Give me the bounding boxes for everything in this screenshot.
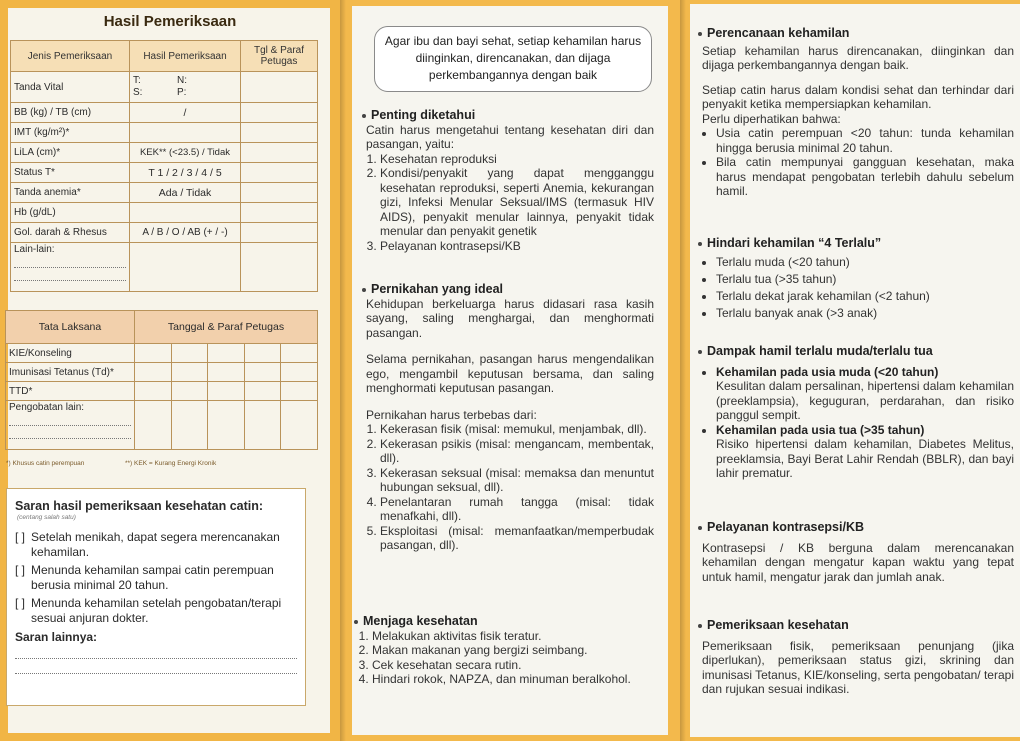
section-list xyxy=(698,254,1014,322)
date-cell[interactable] xyxy=(171,344,208,363)
vital-n: N: xyxy=(177,75,187,86)
row-label: KIE/Konseling xyxy=(6,344,135,363)
heading-text: Dampak hamil terlalu muda/terlalu tua xyxy=(707,344,933,358)
row-label: Status T* xyxy=(11,163,130,183)
heading-text: Hindari kehamilan “4 Terlalu” xyxy=(707,236,882,250)
paraf-cell[interactable] xyxy=(241,183,318,203)
heading-text: Pemeriksaan kesehatan xyxy=(707,618,849,632)
paragraph: Pernikahan harus terbebas dari: xyxy=(366,407,537,422)
date-cell[interactable] xyxy=(208,401,245,450)
list-item: 2. Makan makanan yang bergizi seimbang. xyxy=(372,643,654,658)
section-heading xyxy=(362,282,654,297)
list-item: 2. Kondisi/penyakit yang dapat mengganggu kesehatan reproduksi, seperti Anemia, kekurangan gizi, Infeksi Menular Seksual/IMS (termasuk HIV AIDS), penyakit menular lainnya, penyakit tidak menular dan penyakit genetik xyxy=(380,166,654,239)
saran-box xyxy=(6,488,306,706)
footnote: *) Khusus catin perempuan xyxy=(6,460,85,467)
table-row xyxy=(6,344,318,363)
section-intro: Catin harus mengetahui tentang kesehatan diri dan pasangan, yaitu: xyxy=(366,122,654,151)
table-row xyxy=(6,382,318,401)
tanda-vital-cell[interactable] xyxy=(130,72,241,103)
write-line[interactable] xyxy=(15,644,297,659)
section-4-terlalu xyxy=(698,236,1014,322)
table-header: Tata Laksana xyxy=(6,311,135,344)
option-label: Menunda kehamilan sampai catin perempuan berusia minimal 20 tahun. xyxy=(31,563,274,592)
paraf-cell[interactable] xyxy=(241,143,318,163)
date-cell[interactable] xyxy=(208,344,245,363)
bullet-icon xyxy=(698,32,702,36)
panel-hasil-pemeriksaan xyxy=(0,0,340,741)
date-cell[interactable] xyxy=(208,382,245,401)
paraf-cell[interactable] xyxy=(241,223,318,243)
table-row xyxy=(11,123,318,143)
list-item: • Terlalu muda (<20 tahun) xyxy=(716,254,1014,271)
heading-text: Penting diketahui xyxy=(371,108,476,122)
row-value[interactable]: / xyxy=(130,103,241,123)
section-perencanaan xyxy=(698,26,1014,199)
subheading: • Kehamilan pada usia muda (<20 tahun) xyxy=(716,364,939,379)
table-row xyxy=(6,401,318,450)
row-label: Pengobatan lain: xyxy=(9,402,85,413)
row-label: BB (kg) / TB (cm) xyxy=(11,103,130,123)
paragraph: Selama pernikahan, pasangan harus mengendalikan ego, mengambil keputusan bersama, dan saling menghormati keputusan pasangan. xyxy=(366,352,654,395)
table-row xyxy=(11,103,318,123)
section-heading xyxy=(698,26,1014,41)
paraf-cell[interactable] xyxy=(241,163,318,183)
row-value[interactable]: T 1 / 2 / 3 / 4 / 5 xyxy=(130,163,241,183)
date-cell[interactable] xyxy=(244,382,281,401)
table-header: Tgl & Paraf Petugas xyxy=(241,41,318,72)
vital-s: S: xyxy=(133,87,143,98)
row-value[interactable]: Ada / Tidak xyxy=(130,183,241,203)
row-label-lain xyxy=(11,243,130,292)
section-dampak xyxy=(698,344,1014,481)
paragraph: Kesulitan dalam persalinan, hipertensi dalam kehamilan (preeklampsia), keguguran, perdarahan, dan risiko panggul sempit. xyxy=(716,379,1014,422)
section-list xyxy=(362,152,654,254)
list-item: 4. Hindari rokok, NAPZA, dan minuman beralkohol. xyxy=(372,672,654,687)
saran-lainnya-label: Saran lainnya: xyxy=(15,630,98,644)
saran-title: Saran hasil pemeriksaan kesehatan catin: xyxy=(15,499,264,513)
row-label: Gol. darah & Rhesus xyxy=(11,223,130,243)
list-item: 1. Melakukan aktivitas fisik teratur. xyxy=(372,629,654,644)
paragraph: Pemeriksaan fisik, pemeriksaan penunjang (jika diperlukan), pemeriksaan status gizi, skrining dan imunisasi Tetanus, KIE/konseling, serta pengobatan/ terapi dan rujukan sesuai indikasi. xyxy=(702,638,1014,696)
list-item: • Usia catin perempuan <20 tahun: tunda kehamilan hingga berusia minimal 20 tahun. xyxy=(716,126,1014,155)
section-kontrasepsi xyxy=(698,520,1014,584)
list-item: 3. Kekerasan seksual (misal: memaksa dan menuntut hubungan seksual, dll). xyxy=(380,466,654,495)
callout-bubble: Agar ibu dan bayi sehat, setiap kehamilan harus diinginkan, direncanakan, dan dijaga perkembangannya dengan baik xyxy=(374,26,652,92)
section-penting xyxy=(362,108,654,253)
row-label-pengobatan xyxy=(6,401,135,450)
section-menjaga xyxy=(354,614,654,687)
row-label: TTD* xyxy=(6,382,135,401)
table-row xyxy=(11,203,318,223)
paraf-cell[interactable] xyxy=(241,103,318,123)
row-label: Tanda Vital xyxy=(11,72,130,103)
row-value[interactable]: KEK** (<23.5) / Tidak xyxy=(130,143,241,163)
date-cell[interactable] xyxy=(171,363,208,382)
date-cell[interactable] xyxy=(244,363,281,382)
tata-laksana-table xyxy=(5,310,318,450)
bullet-icon xyxy=(698,624,702,628)
date-cell[interactable] xyxy=(208,363,245,382)
bullet-icon xyxy=(354,620,358,624)
section-heading xyxy=(698,236,1014,251)
section-pemeriksaan xyxy=(698,618,1014,697)
list-item: 5. Eksploitasi (misal: memanfaatkan/memperbudak pasangan, dll). xyxy=(380,524,654,553)
date-cell[interactable] xyxy=(244,344,281,363)
paraf-cell[interactable] xyxy=(241,123,318,143)
row-label: Tanda anemia* xyxy=(11,183,130,203)
row-value[interactable] xyxy=(130,243,241,292)
table-row xyxy=(11,243,318,292)
row-value[interactable]: A / B / O / AB (+ / -) xyxy=(130,223,241,243)
bullet-icon xyxy=(698,242,702,246)
vital-t: T: xyxy=(133,75,141,86)
bullet-icon xyxy=(362,288,366,292)
checkbox[interactable]: [ ] xyxy=(15,530,26,544)
list-item: 1. Kesehatan reproduksi xyxy=(380,152,654,167)
list-item: • Bila catin mempunyai gangguan kesehatan, maka harus mendapat pengobatan terlebih dahulu sebelum hamil. xyxy=(716,155,1014,199)
row-label: Hb (g/dL) xyxy=(11,203,130,223)
table-header: Hasil Pemeriksaan xyxy=(130,41,241,72)
date-cell[interactable] xyxy=(281,344,318,363)
row-label: IMT (kg/m²)* xyxy=(11,123,130,143)
list-item: 2. Kekerasan psikis (misal: mengancam, membentak, dll). xyxy=(380,437,654,466)
list-item: • Terlalu tua (>35 tahun) xyxy=(716,271,1014,288)
heading-text: Pernikahan yang ideal xyxy=(371,282,503,296)
heading-text: Menjaga kesehatan xyxy=(363,614,478,628)
option-label: Setelah menikah, dapat segera merencanakan kehamilan. xyxy=(31,530,280,559)
saran-option[interactable] xyxy=(15,596,297,626)
fold-shadow xyxy=(680,0,686,741)
table-row xyxy=(11,72,318,103)
section-list xyxy=(354,629,654,687)
section-heading xyxy=(362,108,654,123)
paragraph: Perlu diperhatikan bahwa: xyxy=(702,111,841,126)
option-label: Menunda kehamilan setelah pengobatan/terapi sesuai anjuran dokter. xyxy=(31,596,282,625)
paraf-cell[interactable] xyxy=(241,243,318,292)
list-item: • Terlalu dekat jarak kehamilan (<2 tahun) xyxy=(716,288,1014,305)
date-cell[interactable] xyxy=(135,401,172,450)
list-item: 1. Kekerasan fisik (misal: memukul, menjambak, dll). xyxy=(380,422,654,437)
list-item: 3. Cek kesehatan secara rutin. xyxy=(372,658,654,673)
date-cell[interactable] xyxy=(281,382,318,401)
row-value[interactable] xyxy=(130,203,241,223)
table-row xyxy=(11,183,318,203)
row-label: Lain-lain: xyxy=(14,244,55,255)
subheading: • Kehamilan pada usia tua (>35 tahun) xyxy=(716,422,925,437)
heading-text: Pelayanan kontrasepsi/KB xyxy=(707,520,865,534)
list-item: 4. Penelantaran rumah tangga (misal: tidak menafkahi, dll). xyxy=(380,495,654,524)
heading-text: Perencanaan kehamilan xyxy=(707,26,850,40)
date-cell[interactable] xyxy=(135,344,172,363)
date-cell[interactable] xyxy=(244,401,281,450)
bullet-icon xyxy=(362,114,366,118)
checkbox[interactable]: [ ] xyxy=(15,596,26,610)
write-line[interactable] xyxy=(15,659,297,674)
paragraph: Setiap kehamilan harus direncanakan, diinginkan dan dijaga perkembangannya dengan baik. xyxy=(702,43,1014,72)
hasil-pemeriksaan-table xyxy=(10,40,318,292)
section-list xyxy=(698,126,1014,199)
date-cell[interactable] xyxy=(171,382,208,401)
saran-option[interactable] xyxy=(15,563,297,593)
saran-subtitle: (centang salah satu) xyxy=(17,514,76,521)
panel-title: Hasil Pemeriksaan xyxy=(103,13,237,30)
fold-shadow xyxy=(340,0,346,741)
table-row xyxy=(11,163,318,183)
paragraph: Kontrasepsi / KB berguna dalam merencanakan kehamilan dengan mengatur kapan waktu yang tepat untuk hamil, mengatur jarak dan jumlah anak. xyxy=(702,540,1014,584)
list-item: 3. Pelayanan kontrasepsi/KB xyxy=(380,239,654,254)
paraf-cell[interactable] xyxy=(241,72,318,103)
row-value[interactable] xyxy=(130,123,241,143)
section-heading xyxy=(698,344,1014,359)
paraf-cell[interactable] xyxy=(241,203,318,223)
table-row xyxy=(11,223,318,243)
list-item xyxy=(716,423,1014,481)
date-cell[interactable] xyxy=(281,363,318,382)
date-cell[interactable] xyxy=(135,363,172,382)
paragraph: Setiap catin harus dalam kondisi sehat dan terhindar dari penyakit ketika mempersiapkan kehamilan. xyxy=(702,82,1014,111)
table-row xyxy=(11,143,318,163)
vital-p: P: xyxy=(177,87,187,98)
footnote: **) KEK = Kurang Energi Kronik xyxy=(125,460,217,467)
date-cell[interactable] xyxy=(171,401,208,450)
panel-perencanaan xyxy=(680,0,1020,741)
row-label: LiLA (cm)* xyxy=(11,143,130,163)
table-row xyxy=(6,363,318,382)
section-heading xyxy=(698,520,1014,535)
date-cell[interactable] xyxy=(135,382,172,401)
list-item: • Terlalu banyak anak (>3 anak) xyxy=(716,305,1014,322)
date-cell[interactable] xyxy=(281,401,318,450)
bullet-icon xyxy=(698,526,702,530)
section-pernikahan xyxy=(362,282,654,553)
table-header: Tanggal & Paraf Petugas xyxy=(135,311,318,344)
paragraph: Kehidupan berkeluarga harus didasari rasa kasih sayang, saling menghargai, dan menghormati pasangan. xyxy=(366,296,654,340)
section-heading xyxy=(698,618,1014,633)
table-header: Jenis Pemeriksaan xyxy=(11,41,130,72)
section-heading xyxy=(354,614,654,629)
panel-info-pernikahan xyxy=(340,0,680,741)
section-list xyxy=(698,365,1014,481)
list-item xyxy=(716,365,1014,423)
saran-option[interactable] xyxy=(15,530,297,560)
checkbox[interactable]: [ ] xyxy=(15,563,26,577)
row-label: Imunisasi Tetanus (Td)* xyxy=(6,363,135,382)
paragraph: Risiko hipertensi dalam kehamilan, Diabetes Melitus, preeklamsia, Bayi Berat Lahir Rendah (BBLR), dan bayi lahir prematur. xyxy=(716,437,1014,480)
bullet-icon xyxy=(698,350,702,354)
section-list xyxy=(362,422,654,553)
